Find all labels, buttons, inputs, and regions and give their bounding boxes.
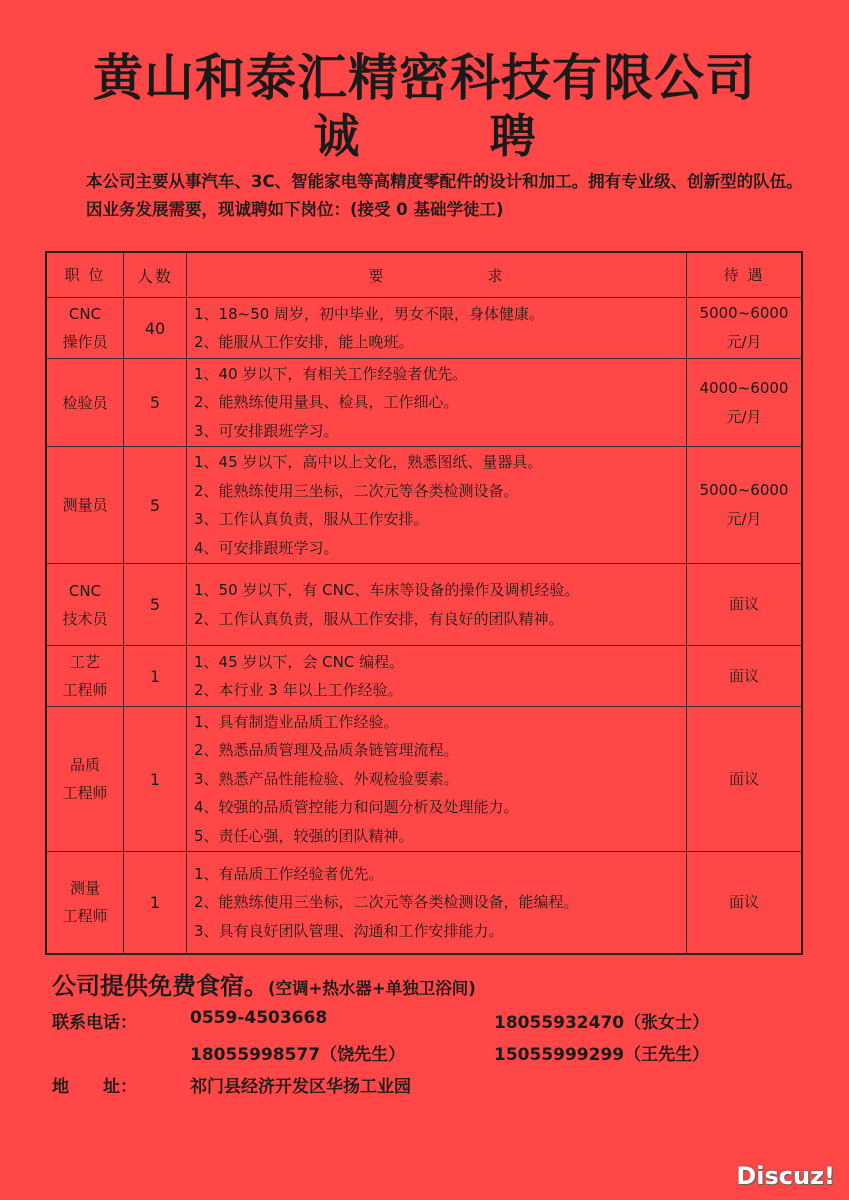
header-count: 人数 bbox=[124, 252, 187, 298]
phone-3: 18055998577（饶先生） bbox=[190, 1045, 406, 1065]
row-count: 1 bbox=[124, 646, 187, 707]
row-position: CNC 技术员 bbox=[46, 564, 124, 646]
company-title: 黄山和泰汇精密科技有限公司 bbox=[93, 48, 756, 107]
header-position: 职 位 bbox=[46, 252, 124, 298]
row-requirements: 1、45 岁以下，会 CNC 编程。 2、本行业 3 年以上工作经验。 bbox=[187, 646, 687, 707]
table-row bbox=[46, 646, 802, 707]
row-count: 1 bbox=[124, 707, 187, 852]
phone-1: 0559-4503668 bbox=[190, 1008, 328, 1028]
row-requirements: 1、45 岁以下，高中以上文化，熟悉图纸、量器具。 2、能熟练使用三坐标，二次元等各类检测设备。 3、工作认真负责，服从工作安排。 4、可安排跟班学习。 bbox=[187, 447, 687, 564]
phone-4: 15055999299（王先生） bbox=[494, 1045, 710, 1065]
jobs-table bbox=[45, 251, 803, 955]
row-position: 检验员 bbox=[46, 359, 124, 447]
row-position: 工艺 工程师 bbox=[46, 646, 124, 707]
row-position: 品质 工程师 bbox=[46, 707, 124, 852]
row-count: 1 bbox=[124, 852, 187, 954]
phone-2: 18055932470（张女士） bbox=[494, 1013, 710, 1033]
row-requirements: 1、18~50 周岁，初中毕业，男女不限，身体健康。 2、能服从工作安排，能上晚班。 bbox=[187, 298, 687, 359]
header-salary: 待 遇 bbox=[687, 252, 803, 298]
intro bbox=[52, 168, 804, 224]
benefits bbox=[52, 966, 476, 1001]
intro-paragraph-1: 本公司主要从事汽车、3C、智能家电等高精度零配件的设计和加工。拥有专业级、创新型的队伍。 bbox=[86, 172, 803, 191]
table-row bbox=[46, 298, 802, 359]
table-row bbox=[46, 564, 802, 646]
address-label: 地 址： bbox=[52, 1077, 137, 1097]
row-requirements: 1、具有制造业品质工作经验。 2、熟悉品质管理及品质条链管理流程。 3、熟悉产品性能检验、外观检验要素。 4、较强的品质管控能力和问题分析及处理能力。 5、责任心强，较强的团队精神。 bbox=[187, 707, 687, 852]
recruit-heading bbox=[0, 108, 849, 164]
phone-label: 联系电话： bbox=[52, 1013, 137, 1033]
row-salary: 5000~6000 元/月 bbox=[687, 447, 803, 564]
table-header-row bbox=[46, 252, 802, 298]
discuz-watermark: Discuz! bbox=[736, 1162, 835, 1190]
benefits-detail: (空调+热水器+单独卫浴间) bbox=[268, 979, 476, 998]
intro-paragraph-2: 因业务发展需要，现诚聘如下岗位：(接受 0 基础学徒工) bbox=[86, 200, 504, 219]
row-count: 5 bbox=[124, 564, 187, 646]
row-requirements: 1、40 岁以下，有相关工作经验者优先。 2、能熟练使用量具、检具，工作细心。 3、可安排跟班学习。 bbox=[187, 359, 687, 447]
row-salary: 4000~6000 元/月 bbox=[687, 359, 803, 447]
recruit-char-2: 聘 bbox=[489, 109, 536, 163]
row-requirements: 1、有品质工作经验者优先。 2、能熟练使用三坐标，二次元等各类检测设备，能编程。 3、具有良好团队管理、沟通和工作安排能力。 bbox=[187, 852, 687, 954]
row-count: 5 bbox=[124, 359, 187, 447]
row-salary: 面议 bbox=[687, 707, 803, 852]
row-requirements: 1、50 岁以下，有 CNC、车床等设备的操作及调机经验。 2、工作认真负责，服从工作安排，有良好的团队精神。 bbox=[187, 564, 687, 646]
address-value: 祁门县经济开发区华扬工业园 bbox=[190, 1077, 411, 1097]
row-salary: 面议 bbox=[687, 564, 803, 646]
row-position: 测量 工程师 bbox=[46, 852, 124, 954]
benefits-main: 公司提供免费食宿。 bbox=[52, 972, 268, 1000]
row-salary: 面议 bbox=[687, 852, 803, 954]
row-salary: 5000~6000 元/月 bbox=[687, 298, 803, 359]
row-position: CNC 操作员 bbox=[46, 298, 124, 359]
table-row bbox=[46, 447, 802, 564]
row-count: 40 bbox=[124, 298, 187, 359]
table-row bbox=[46, 852, 802, 954]
header-requirements: 要 求 bbox=[187, 252, 687, 298]
row-position: 测量员 bbox=[46, 447, 124, 564]
row-salary: 面议 bbox=[687, 646, 803, 707]
row-count: 5 bbox=[124, 447, 187, 564]
table-row bbox=[46, 359, 802, 447]
table-row bbox=[46, 707, 802, 852]
recruit-char-1: 诚 bbox=[313, 109, 360, 163]
